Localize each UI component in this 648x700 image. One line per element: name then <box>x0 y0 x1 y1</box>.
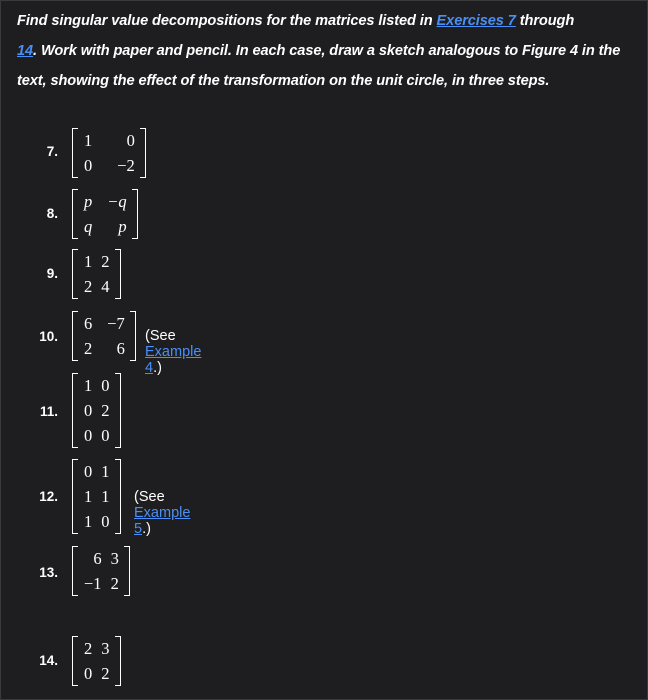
example-4-link[interactable]: Example 4 <box>145 344 202 376</box>
instructions-text-1: Find singular value decompositions for the matrices listed in <box>17 13 437 29</box>
exercise-14-link[interactable]: 14 <box>17 43 34 59</box>
matrix-cell: 2 <box>84 639 93 658</box>
matrix-cell: 3 <box>101 639 110 658</box>
left-bracket <box>72 128 78 178</box>
instructions-paragraph <box>17 6 645 96</box>
left-bracket <box>72 546 78 596</box>
left-bracket <box>72 249 78 299</box>
exercises-7-link[interactable]: Exercises 7 <box>436 13 516 29</box>
matrix-cell: −1 <box>84 574 102 593</box>
exercise-number: 9. <box>46 266 58 281</box>
right-bracket <box>140 128 146 178</box>
matrix <box>72 459 121 534</box>
matrix-cell: 1 <box>84 376 93 395</box>
matrix-cell: 1 <box>84 131 93 150</box>
matrix-cell: 2 <box>101 664 110 683</box>
matrix-cell: p <box>84 192 93 211</box>
note-prefix: (See <box>145 328 176 344</box>
right-bracket <box>124 546 130 596</box>
matrix-cell: 4 <box>101 277 110 296</box>
note-suffix: .) <box>153 360 162 376</box>
matrix-cell: −7 <box>107 314 125 333</box>
matrix-cell: 0 <box>101 376 110 395</box>
matrix-cell: 0 <box>101 426 110 445</box>
instructions-text-2: through <box>515 13 575 29</box>
matrix-cell: p <box>118 217 127 236</box>
matrix-cell: 0 <box>84 664 93 683</box>
matrix-cell: 2 <box>84 339 93 358</box>
right-bracket <box>130 311 136 361</box>
matrix <box>72 189 138 239</box>
exercise-number: 12. <box>39 489 58 504</box>
matrix-cell: q <box>84 217 93 236</box>
left-bracket <box>72 189 78 239</box>
matrix-cell: 2 <box>84 277 93 296</box>
exercise-number: 8. <box>46 206 58 221</box>
right-bracket <box>132 189 138 239</box>
exercise-number: 7. <box>46 144 58 159</box>
see-example-note <box>134 489 190 537</box>
matrix-cell: 0 <box>101 512 110 531</box>
matrix-cell: 3 <box>110 549 119 568</box>
matrix <box>72 311 136 361</box>
note-suffix: .) <box>142 521 151 537</box>
matrix-cell: 6 <box>116 339 125 358</box>
matrix-cell: 1 <box>84 512 93 531</box>
matrix-cell: 6 <box>93 549 102 568</box>
right-bracket <box>115 636 121 686</box>
matrix-cell: 0 <box>84 401 93 420</box>
right-bracket <box>115 249 121 299</box>
matrix-cell: 0 <box>126 131 135 150</box>
exercise-number: 10. <box>39 329 58 344</box>
matrix <box>72 546 130 596</box>
matrix <box>72 373 121 448</box>
exercise-number: 11. <box>39 404 58 419</box>
matrix-cell: 1 <box>101 487 110 506</box>
matrix-cell: 0 <box>84 156 93 175</box>
matrix-cell: 0 <box>84 462 93 481</box>
left-bracket <box>72 459 78 534</box>
left-bracket <box>72 311 78 361</box>
matrix-cell: −2 <box>117 156 135 175</box>
right-bracket <box>115 459 121 534</box>
left-bracket <box>72 636 78 686</box>
example-5-link[interactable]: Example 5 <box>134 505 191 537</box>
see-example-note <box>145 328 201 376</box>
matrix-cell: 1 <box>84 252 93 271</box>
matrix-cell: 2 <box>101 252 110 271</box>
matrix-cell: −q <box>107 192 127 211</box>
matrix-cell: 0 <box>84 426 93 445</box>
exercise-number: 14. <box>39 653 58 668</box>
matrix <box>72 636 121 686</box>
instructions-text-3: . Work with paper and pencil. In each case, draw a sketch analogous to Figure 4 in the text, showing the effect of the transformation on the unit circle, in three steps. <box>17 43 621 89</box>
note-prefix: (See <box>134 489 165 505</box>
exercise-number: 13. <box>39 565 58 580</box>
right-bracket <box>115 373 121 448</box>
matrix-cell: 2 <box>101 401 110 420</box>
matrix <box>72 128 146 178</box>
matrix-cell: 2 <box>110 574 119 593</box>
left-bracket <box>72 373 78 448</box>
matrix-cell: 1 <box>84 487 93 506</box>
matrix <box>72 249 121 299</box>
matrix-cell: 6 <box>84 314 93 333</box>
matrix-cell: 1 <box>101 462 110 481</box>
